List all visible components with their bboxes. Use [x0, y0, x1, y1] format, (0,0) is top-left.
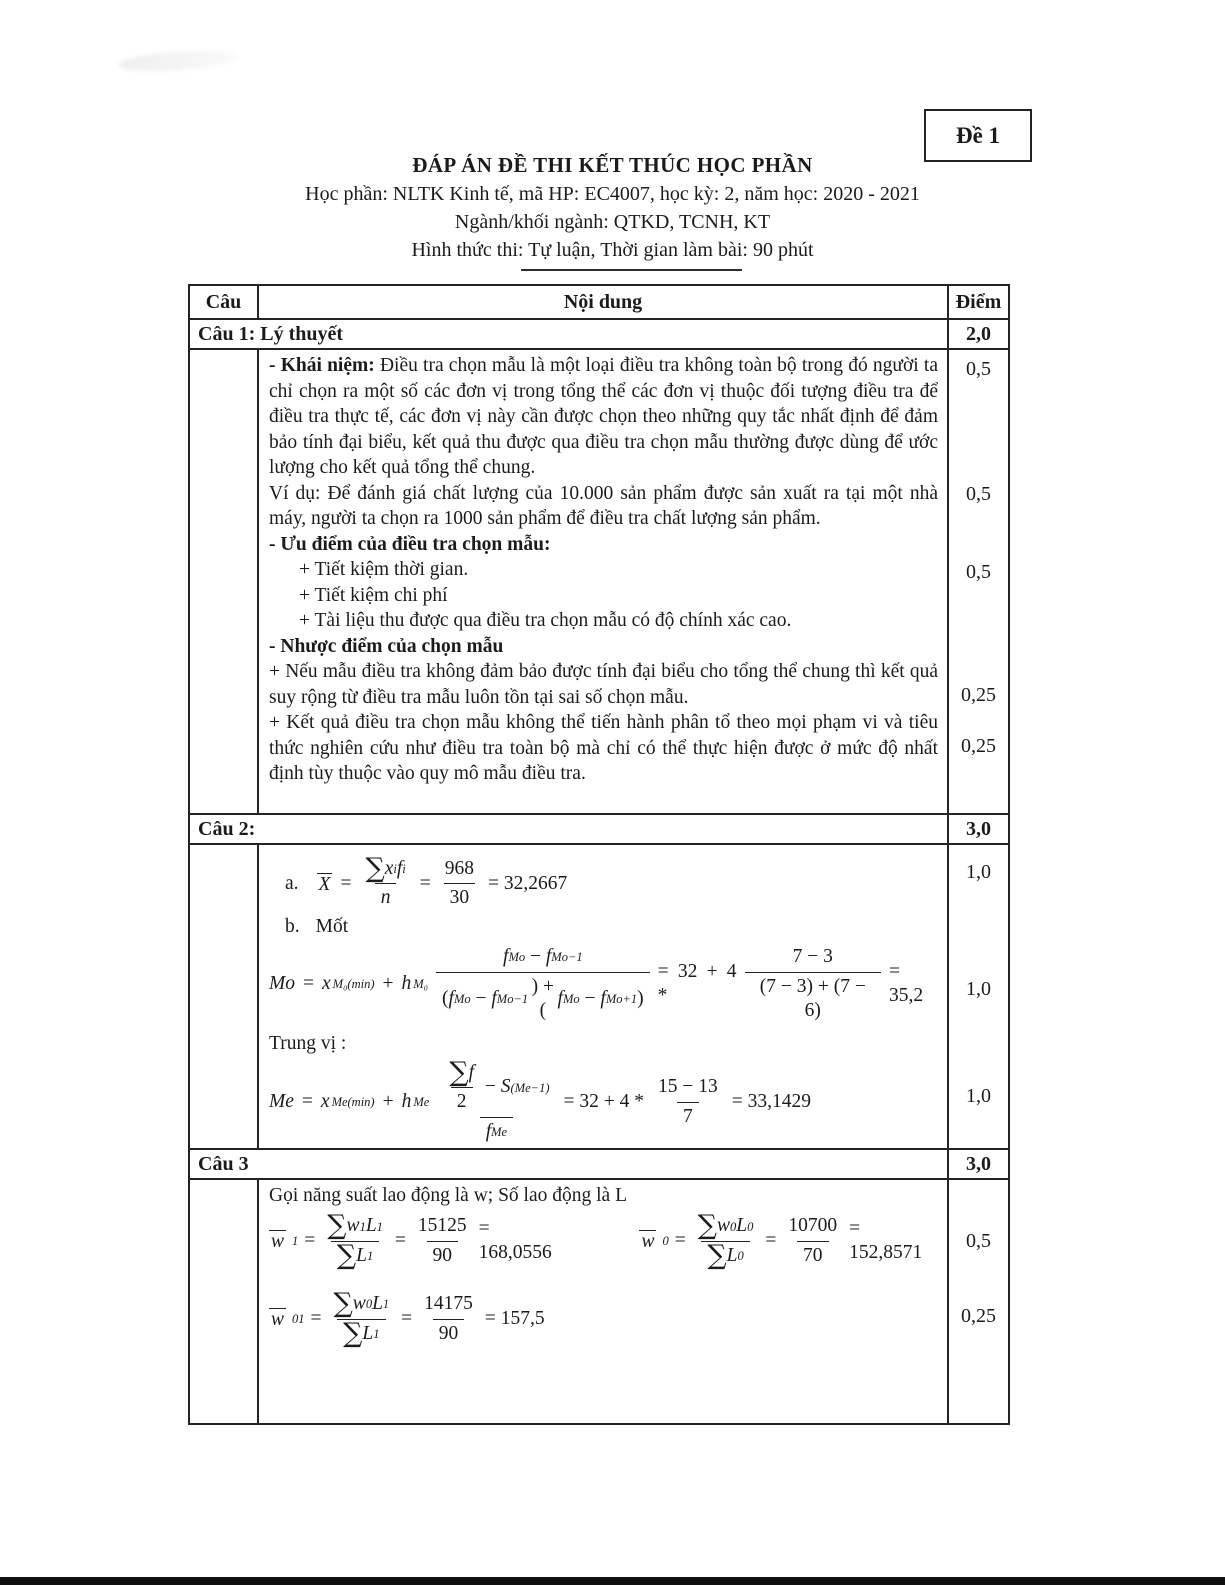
cau1-definition: [269, 353, 938, 481]
score-value: 1,0: [966, 1085, 991, 1107]
cau1-total-score: 2,0: [947, 320, 1008, 348]
scan-smudge: [118, 48, 239, 74]
equals-sign: =: [765, 1230, 777, 1252]
result-value: = 157,5: [484, 1307, 545, 1329]
cau3-title: Câu 3: [198, 1152, 249, 1175]
document-title: ĐÁP ÁN ĐỀ THI KẾT THÚC HỌC PHẦN: [412, 153, 813, 177]
fraction: ∑ w 0 L 0 ∑ L 0: [697, 1210, 754, 1271]
result-value: = 168,0556: [478, 1217, 552, 1264]
score-value: 0,5: [966, 1229, 991, 1252]
var: L: [356, 1244, 368, 1266]
cau2-empty-cell: [190, 845, 257, 1148]
fraction: [412, 1214, 473, 1268]
course-info: Học phần: NLTK Kinh tế, mã HP: EC4007, học kỳ: 2, năm học: 2020 - 2021: [305, 183, 920, 205]
score-value: 1,0: [966, 978, 991, 1000]
equals-sign: =: [340, 872, 352, 894]
cau1-title-row: [190, 318, 1008, 348]
equals-sign: =: [310, 1307, 322, 1329]
var: L: [365, 1215, 377, 1237]
median-formula: Me = x Me(min) + h Me ∑ f 2 − S (Me−1) f Me = 32 + 4 * $\frac{15 - 13}{7}$ = 33,1429: [269, 1061, 938, 1144]
fraction: f Mo − f Mo−1 ( f Mo − f Mo−1 ) + ( f Mo − f Mo+1 ): [436, 945, 650, 1023]
var: f: [491, 987, 497, 1009]
var: w: [352, 1293, 366, 1315]
fraction: [418, 1292, 479, 1346]
cau3-title-row: [190, 1148, 1008, 1178]
var: x: [320, 1091, 330, 1113]
item-label: b.: [285, 915, 300, 937]
var: f: [485, 1120, 492, 1142]
sigma-symbol: ∑: [333, 1288, 353, 1320]
score-value: 1,0: [966, 861, 991, 883]
cau1-title: Câu 1: Lý thuyết: [198, 323, 344, 345]
equals-sign: =: [394, 1230, 406, 1252]
header-divider: [521, 269, 742, 271]
cau2-body-row: [190, 843, 1008, 1148]
document-header: [0, 153, 1225, 262]
denominator: 90: [427, 1241, 459, 1268]
var: w: [346, 1215, 360, 1237]
var: x: [384, 858, 394, 879]
cau1-definition-lead: - Khái niệm:: [269, 355, 375, 376]
numerator: 15 − 13: [658, 1076, 718, 1098]
paren: ): [637, 987, 644, 1009]
cau1-advantages-heading: - Ưu điểm của điều tra chọn mẫu:: [269, 533, 551, 555]
fraction: [782, 1214, 843, 1268]
var: n: [380, 887, 391, 909]
denominator: 70: [797, 1241, 829, 1268]
cau1-body-row: [190, 348, 1008, 813]
cau1-disadvantages-heading: - Nhược điểm của chọn mẫu: [269, 635, 504, 657]
equals-sign: =: [303, 973, 314, 994]
result-value: = 33,1429: [731, 1091, 812, 1113]
paren: (: [442, 987, 449, 1009]
cau1-score-cell: [947, 350, 1008, 813]
sigma-symbol: ∑: [343, 1317, 363, 1349]
cau1-disadvantage-1: + Nếu mẫu điều tra không đảm bảo được tính đại biểu cho tổng thể chung thì kết quả suy rộng từ điều tra mẫu luôn tồn tại sai số chọn mẫu.: [269, 661, 938, 708]
exam-format-info: Hình thức thi: Tự luận, Thời gian làm bài: 90 phút: [411, 239, 814, 261]
fraction: ∑ x i f i n: [359, 857, 411, 911]
minus-sign: −: [484, 1076, 496, 1098]
fraction: [652, 1075, 724, 1129]
var: Mo: [269, 973, 295, 994]
cau1-advantage-2: + Tiết kiệm chi phí: [299, 584, 448, 606]
wbar-symbol: w: [271, 1231, 285, 1253]
result-value: = 152,8571: [849, 1217, 923, 1264]
equals-sign: =: [304, 1230, 316, 1252]
var: x: [322, 973, 331, 994]
score-value: 0,25: [961, 735, 996, 757]
wbar-symbol: w: [641, 1231, 655, 1253]
cau2-total-score: 3,0: [947, 815, 1008, 843]
sigma-symbol: ∑: [697, 1210, 717, 1242]
cau1-empty-cell: [190, 350, 257, 813]
var: f: [545, 946, 552, 968]
col-header-cau: Câu: [205, 291, 242, 313]
cau1-advantage-1: + Tiết kiệm thời gian.: [299, 559, 469, 580]
var: f: [557, 987, 563, 1009]
col-header-noidung: Nội dung: [257, 286, 947, 318]
var: h: [401, 973, 412, 994]
sigma-symbol: ∑: [327, 1210, 347, 1242]
numerator: 10700: [788, 1215, 838, 1237]
var: Me: [269, 1091, 294, 1113]
result-value: = 35,2: [889, 960, 924, 1007]
w01-formula: w 01 = ∑ w 0 L 1 ∑ L 1 = $\frac{14175}{90}$ = 157,5: [271, 1288, 545, 1349]
numerator: 7 − 3: [792, 946, 833, 968]
numerator: 15125: [417, 1215, 467, 1237]
fraction: [439, 857, 480, 911]
var: f: [503, 946, 509, 968]
var: L: [362, 1322, 374, 1344]
equals-sign: =: [301, 1091, 313, 1113]
fraction: [745, 945, 881, 1023]
sigma-symbol: ∑: [449, 1056, 469, 1088]
var: f: [396, 858, 403, 879]
fraction: ∑ w 0 L 1 ∑ L 1: [333, 1288, 390, 1349]
cau3-body-row: [190, 1178, 1008, 1423]
score-value: 0,5: [966, 561, 991, 583]
equals-expression: = 32 + 4 *: [563, 1091, 645, 1113]
var: L: [736, 1215, 748, 1237]
denominator: (7 − 3) + (7 − 6): [745, 972, 881, 1024]
median-heading: Trung vị :: [269, 1033, 347, 1055]
equals-sign: =: [419, 872, 431, 894]
table-header-row: [190, 286, 1008, 318]
col-header-diem: Điểm: [947, 286, 1008, 318]
cau2-title-row: [190, 813, 1008, 843]
mode-formula: Mo = x M₀(min) + h M₀ f Mo − f Mo−1 ( f Mo − f Mo−1 ) + ( f Mo − f Mo+1 ) = 32 + 4 * $\frac{7 - 3}{(7 - 3) + (7 - 6)}$ = 35,2: [269, 945, 938, 1023]
mean-formula: [285, 853, 938, 911]
numerator: 14175: [424, 1293, 473, 1315]
score-value: 0,25: [961, 1304, 996, 1327]
major-info: Ngành/khối ngành: QTKD, TCNH, KT: [454, 211, 771, 233]
score-value: 0,5: [966, 358, 991, 380]
fraction: ∑ f 2 − S (Me−1) f Me: [437, 1061, 555, 1144]
cau3-content: [257, 1180, 947, 1423]
sigma-symbol: ∑: [365, 853, 385, 885]
answer-table: [188, 284, 1010, 1425]
cau3-intro: Gọi năng suất lao động là w; Số lao động là L: [269, 1184, 627, 1206]
item-label: a.: [285, 872, 299, 894]
sigma-symbol: ∑: [336, 1239, 357, 1271]
sigma-symbol: ∑: [707, 1239, 727, 1271]
var: S: [500, 1076, 511, 1098]
denominator: 2: [451, 1087, 473, 1114]
equals-expression: = 32 + 4 *: [657, 960, 737, 1007]
var: f: [448, 987, 454, 1009]
fraction: ∑ w 1 L 1 ∑ L 1: [327, 1210, 383, 1271]
minus-sign: −: [584, 987, 596, 1009]
equals-sign: =: [401, 1307, 413, 1329]
mode-label: Mốt: [315, 915, 349, 937]
denominator: 90: [433, 1319, 465, 1346]
cau1-definition-text: Điều tra chọn mẫu là một loại điều tra không toàn bộ trong đó người ta chỉ chọn ra một số các đơn vị trong tổng thể các đơn vị thuộc đối tượng điều tra để điều tra thực tế, các đơn vị này cần được chọn theo những quy tắc nhất định để đảm bảo tính đại biểu, kết quả thu được qua điều tra chọn mẫu thường được dùng để ước lượng cho kết quả tổng thể chung.: [269, 355, 938, 478]
cau3-score-cell: [947, 1180, 1008, 1423]
cau3-empty-cell: [190, 1180, 257, 1423]
cau1-advantage-3: + Tài liệu thu được qua điều tra chọn mẫu có độ chính xác cao.: [299, 610, 792, 631]
w1-w0-formulas: w 1 = ∑ w 1 L 1 ∑ L 1 = $\frac{15125}{90}$ = 168,0556 w 0 = ∑ w 0 L 0 ∑ L 0 = $\frac{10700}{70}$ = 152,8571: [269, 1214, 938, 1268]
mode-heading: [285, 915, 938, 939]
wbar-symbol: w: [271, 1308, 285, 1330]
plus-sign: +: [382, 973, 394, 994]
var: f: [600, 987, 606, 1009]
cau1-example: Ví dụ: Để đánh giá chất lượng của 10.000 sản phẩm được sản xuất ra tại một nhà máy, người ta chọn ra 1000 sản phẩm để điều tra chất lượng sản phẩm.: [269, 482, 938, 529]
scan-edge-bar: [0, 1577, 1225, 1585]
minus-sign: −: [530, 946, 541, 968]
paren: ) + (: [531, 975, 555, 1021]
denominator: 30: [444, 883, 476, 910]
score-value: 0,25: [961, 684, 996, 706]
cau2-score-cell: [947, 845, 1008, 1148]
var: w: [717, 1215, 731, 1237]
exam-variant-label: Đề 1: [955, 122, 1001, 148]
cau2-content: [257, 845, 947, 1148]
numerator: 968: [444, 858, 475, 879]
var: h: [401, 1091, 412, 1113]
cau2-title: Câu 2:: [198, 818, 256, 840]
var: L: [726, 1244, 738, 1266]
equals-sign: =: [674, 1230, 686, 1252]
score-value: 0,5: [966, 483, 991, 505]
cau1-content: [257, 350, 947, 813]
xbar-symbol: X: [318, 873, 331, 895]
denominator: 7: [677, 1102, 699, 1129]
cau3-total-score: 3,0: [947, 1150, 1008, 1178]
cau1-disadvantage-2: + Kết quả điều tra chọn mẫu không thể tiến hành phân tổ theo mọi phạm vi và tiêu thức nghiên cứu như điều tra toàn bộ mà chỉ có thể thực hiện được ở mức độ nhất định tùy thuộc vào quy mô mẫu điều tra.: [269, 712, 938, 784]
plus-sign: +: [382, 1091, 394, 1113]
minus-sign: −: [475, 987, 487, 1009]
inner-fraction: [443, 1056, 480, 1115]
var: f: [468, 1061, 475, 1083]
result-value: = 32,2667: [488, 872, 568, 894]
var: L: [372, 1293, 383, 1315]
